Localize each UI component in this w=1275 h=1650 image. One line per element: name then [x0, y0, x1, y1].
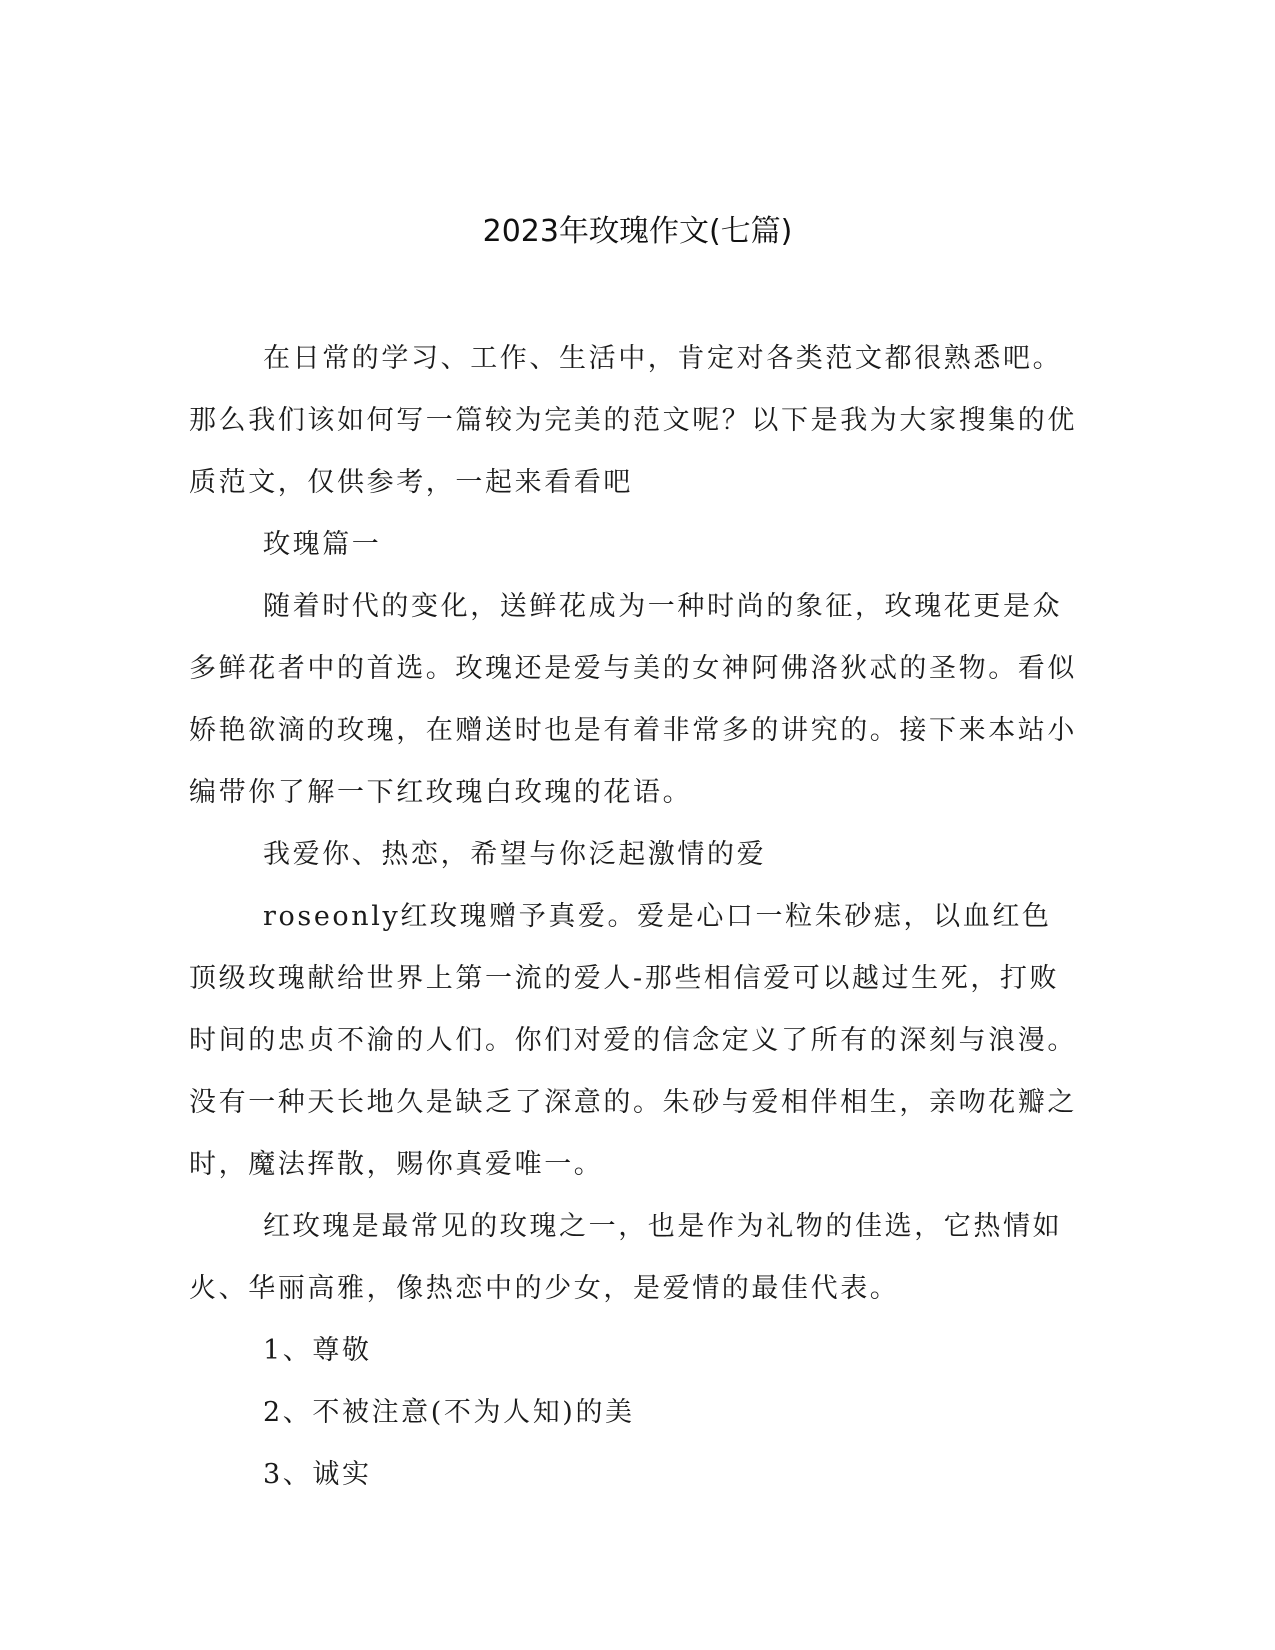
body-paragraph: 我爱你、热恋，希望与你泛起激情的爱 — [263, 839, 767, 870]
list-item: 1、尊敬 — [263, 1335, 372, 1366]
body-paragraph: 红玫瑰是最常见的玫瑰之一，也是作为礼物的佳选，它热情如火、华丽高雅，像热恋中的少女，是爱情的最佳代表。 — [189, 1211, 1063, 1304]
section-heading: 玫瑰篇一 — [263, 529, 382, 560]
body-paragraph: roseonly红玫瑰赠予真爱。爱是心口一粒朱砂痣，以血红色顶级玫瑰献给世界上第一流的爱人-那些相信爱可以越过生死，打败时间的忠贞不渝的人们。你们对爱的信念定义了所有的深刻与浪漫。没有一种天长地久是缺乏了深意的。朱砂与爱相伴相生，亲吻花瓣之时，魔法挥散，赐你真爱唯一。 — [189, 901, 1077, 1180]
list-item: 3、诚实 — [263, 1459, 372, 1490]
list-item: 2、不被注意(不为人知)的美 — [263, 1397, 635, 1428]
document-body — [189, 328, 1081, 1506]
intro-paragraph: 在日常的学习、工作、生活中，肯定对各类范文都很熟悉吧。那么我们该如何写一篇较为完美的范文呢？以下是我为大家搜集的优质范文，仅供参考，一起来看看吧 — [189, 343, 1077, 498]
body-paragraph: 随着时代的变化，送鲜花成为一种时尚的象征，玫瑰花更是众多鲜花者中的首选。玫瑰还是爱与美的女神阿佛洛狄忒的圣物。看似娇艳欲滴的玫瑰，在赠送时也是有着非常多的讲究的。接下来本站小编带你了解一下红玫瑰白玫瑰的花语。 — [189, 591, 1077, 808]
document-title: 2023年玫瑰作文(七篇) — [482, 214, 793, 249]
